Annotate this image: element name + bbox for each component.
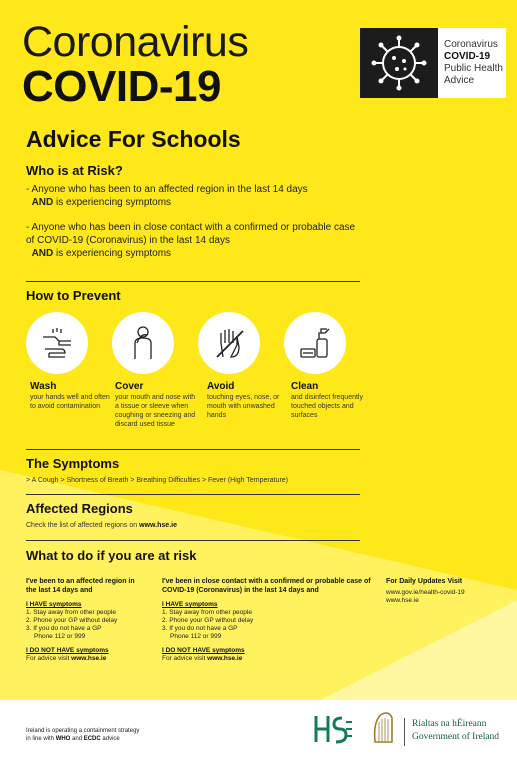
title-covid19: COVID-19 [22,62,221,111]
col2-not-have: I DO NOT HAVE symptoms [162,647,245,654]
col2-link[interactable]: www.hse.ie [207,655,243,662]
cough-cover-icon [112,312,174,374]
who-at-risk-title: Who is at Risk? [26,163,123,178]
risk-item-1-and: AND [31,197,54,208]
col2-step-3: 3. If you do not have a GP [162,625,238,632]
col3-heading: For Daily Updates Visit [386,578,463,585]
col1-step-3: 3. If you do not have a GP [26,625,102,632]
gov-link[interactable]: www.gov.ie/health-covid-19 [386,589,465,596]
footer-ecdc: ECDC [83,736,101,742]
harp-logo [370,710,396,746]
footer-line-1: Ireland is operating a containment strategy [26,728,140,734]
prevent-desc-avoid: touching eyes, nose, or mouth with unwashed hands [207,394,280,419]
prevent-title-cover: Cover [115,381,144,392]
prevent-desc-wash: your hands well and often to avoid contamination [30,394,110,410]
affected-regions-text [26,522,177,529]
what-to-do-title: What to do if you are at risk [26,548,197,563]
badge-line1: Coronavirus [444,39,498,50]
prevent-title-clean: Clean [291,381,319,392]
risk-item-2-and: AND [31,248,54,259]
col1-step-2: 2. Phone your GP without delay [26,617,118,624]
risk-item-2-text: - Anyone who has been in close contact with a confirmed or probable case of COVID-19 (Coronavirus) in the last 14 days [26,222,356,246]
symptoms-title: The Symptoms [26,456,120,471]
col2-have: I HAVE symptoms [162,601,218,608]
prevent-title-avoid: Avoid [207,381,235,392]
col1-step-4: Phone 112 or 999 [34,633,86,640]
badge-text [438,39,503,87]
badge-line2: COVID-19 [444,51,491,62]
prevent-title-wash: Wash [30,381,57,392]
col2-step-1: 1. Stay away from other people [162,609,252,616]
risk-item-2-tail: is experiencing symptoms [53,248,172,259]
at-risk-col-3 [386,577,506,605]
gov-divider [404,718,405,746]
gov-line-1: Rialtas na hÉireann [412,719,487,729]
col1-advice: For advice visit [26,655,72,662]
affected-regions-title: Affected Regions [26,501,133,516]
footer-line-2a: in line with [26,736,56,742]
spray-bottle-icon [284,312,346,374]
advice-title: Advice For Schools [26,126,241,152]
col1-link[interactable]: www.hse.ie [71,655,107,662]
risk-item-1 [26,183,356,209]
col1-heading: I've been to an affected region in the last 14 days and [26,578,135,594]
title-coronavirus: Coronavirus [22,18,249,66]
risk-item-1-tail: is experiencing symptoms [53,197,172,208]
col2-step-4: Phone 112 or 999 [170,633,222,640]
virus-icon [360,28,438,98]
footer-note [26,727,139,743]
col1-step-1: 1. Stay away from other people [26,609,116,616]
at-risk-col-2 [162,577,372,663]
how-to-prevent-title: How to Prevent [26,288,121,303]
footer-who: WHO [55,736,71,742]
government-of-ireland-logo [412,718,499,744]
no-touch-hand-icon [198,312,260,374]
symptoms-list: > A Cough > Shortness of Breath > Breathing Difficulties > Fever (High Temperature) [26,477,288,484]
affected-text: Check the list of affected regions on [26,522,140,529]
public-health-badge [360,28,506,98]
divider [26,281,360,282]
divider [26,449,360,450]
col1-have: I HAVE symptoms [26,601,82,608]
risk-item-2 [26,221,356,260]
gov-line-2: Government of Ireland [412,732,500,742]
hse-logo [312,712,352,746]
badge-line3: Public Health [444,63,503,74]
col1-not-have: I DO NOT HAVE symptoms [26,647,109,654]
prevent-desc-clean: and disinfect frequently touched objects and surfaces [291,394,363,419]
badge-line4: Advice [444,75,475,86]
hand-wash-icon [26,312,88,374]
col2-heading: I've been in close contact with a confirmed or probable case of COVID-19 (Coronavirus) in the last 14 days and [162,578,371,594]
hse-link[interactable]: www.hse.ie [139,522,177,529]
prevent-desc-cover: your mouth and nose with a tissue or sleeve when coughing or sneezing and discard used tissue [115,394,196,428]
col2-step-2: 2. Phone your GP without delay [162,617,254,624]
risk-item-1-text: - Anyone who has been to an affected region in the last 14 days [26,184,308,195]
at-risk-col-1 [26,577,144,663]
divider [26,494,360,495]
footer-line-2b: advice [100,736,120,742]
footer-and: and [70,736,84,742]
divider [26,540,360,541]
hse-link-2[interactable]: www.hse.ie [386,597,419,604]
col2-advice: For advice visit [162,655,208,662]
